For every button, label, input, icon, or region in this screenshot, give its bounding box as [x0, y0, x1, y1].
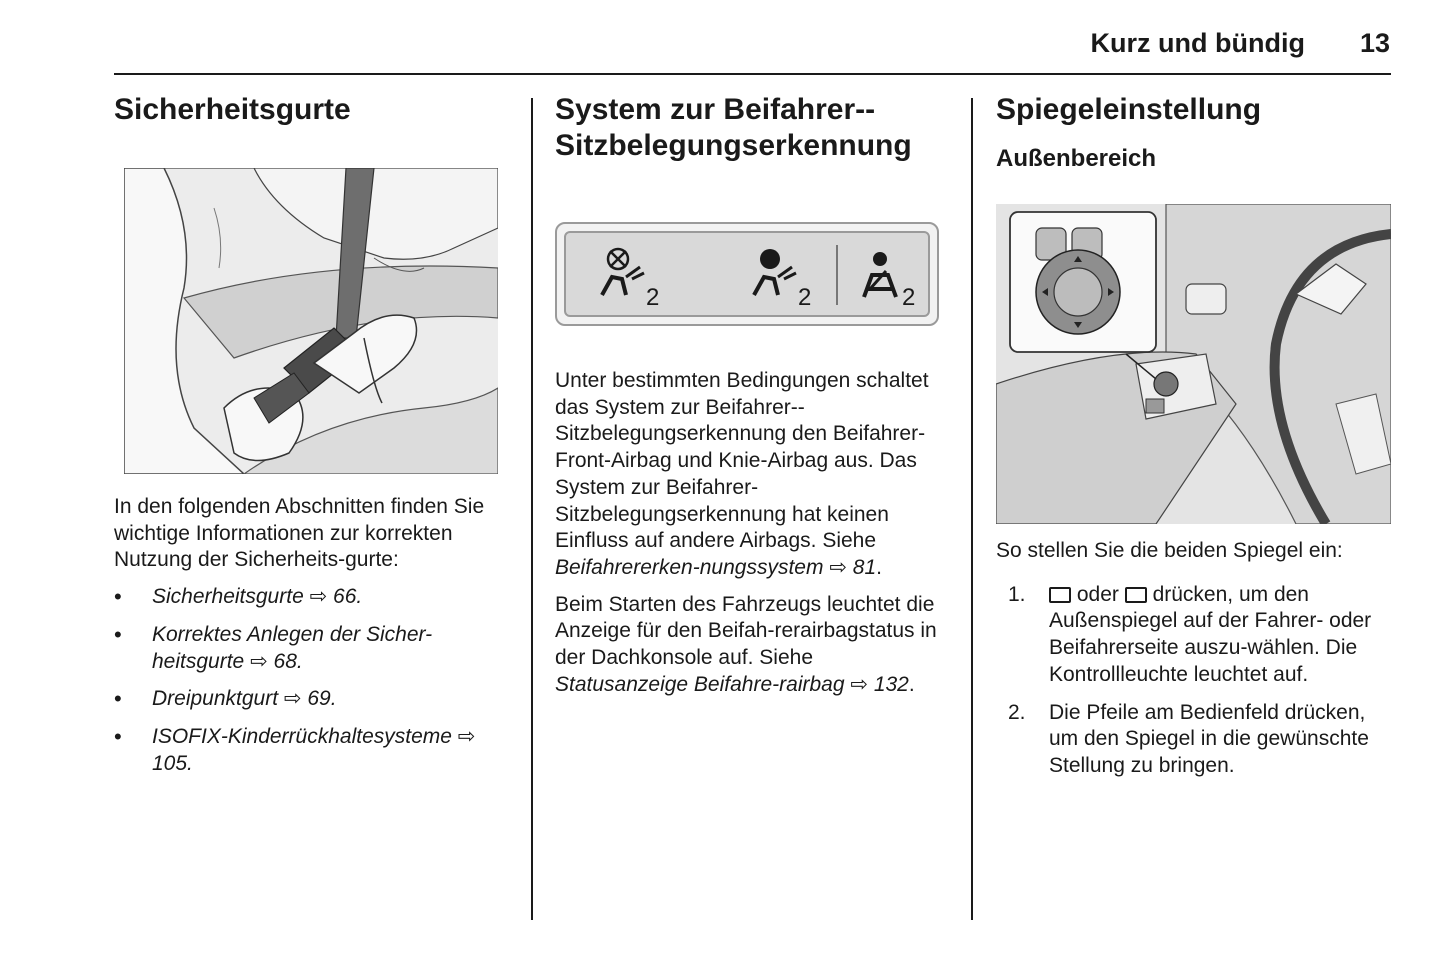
list-item: • Korrektes Anlegen der Sicher-heitsgurte ⇨ 68. [114, 622, 509, 675]
list-item: • Dreipunktgurt ⇨ 69. [114, 686, 509, 713]
airbag-on-seat-number: 2 [798, 284, 812, 309]
ref-arrow-icon: ⇨ [850, 672, 868, 696]
ref-arrow-icon: ⇨ [829, 555, 847, 579]
ref-link-text[interactable]: Korrektes Anlegen der Sicher-heitsgurte [152, 622, 433, 673]
ref-link-text[interactable]: Beifahrererken-nungssystem [555, 555, 824, 579]
seatbelt-seat-number: 2 [902, 284, 916, 309]
step-number: 2. [1008, 700, 1026, 724]
ref-page[interactable]: 105 [152, 751, 188, 775]
mirror-steps [996, 582, 1391, 780]
column-divider-2 [971, 98, 973, 920]
airbag-status-panel [555, 222, 939, 326]
ref-page[interactable]: 66 [333, 585, 357, 609]
list-item [996, 700, 1391, 780]
left-mirror-select-icon [1049, 587, 1071, 603]
list-item: • ISOFIX-Kinderrückhaltesysteme ⇨ 105. [114, 724, 509, 777]
ref-page[interactable]: 68 [273, 649, 297, 673]
panel-divider [836, 245, 838, 305]
ref-arrow-icon: ⇨ [309, 585, 328, 609]
airbag-off-seat-number: 2 [646, 284, 660, 309]
mirror-heading: Spiegeleinstellung [996, 93, 1262, 126]
header-section-title: Kurz und bündig [1090, 28, 1305, 58]
list-item [996, 582, 1391, 689]
ref-link-text[interactable]: Statusanzeige Beifahre-rairbag [555, 672, 845, 696]
airbag-on-icon [748, 245, 818, 309]
mirror-intro: So stellen Sie die beiden Spiegel ein: [996, 539, 1343, 562]
column-seatbelts [114, 92, 509, 788]
ref-page[interactable]: 132 [873, 672, 909, 696]
para2-text: Beim Starten des Fahrzeugs leuchtet die Anzeige für den Beifah-rerairbagstatus in der Dachkonsole auf. Siehe [555, 592, 937, 670]
ref-link-text[interactable]: ISOFIX-Kinderrückhaltesysteme [152, 724, 452, 748]
passenger-detection-para1: Unter bestimmten Bedingungen schaltet das System zur Beifahrer--Sitzbelegungserkennung den Beifahrer-Front-Airbag und Knie-Airbag aus. Das System zur Beifahrer-Sitzbelegungserkennung hat keinen Einfluss auf andere Airbags. Siehe Beifahrererken-nungssystem ⇨ 81. [555, 369, 929, 579]
seatbelt-illustration [124, 168, 498, 474]
column-divider-1 [531, 98, 533, 920]
right-mirror-select-icon [1125, 587, 1147, 603]
column-passenger-detection [555, 92, 950, 698]
passenger-detection-para2: Beim Starten des Fahrzeugs leuchtet die Anzeige für den Beifah-rerairbagstatus in der Dachkonsole auf. Siehe Statusanzeige Beifahre-rairbag ⇨ 132. [555, 592, 937, 696]
ref-page[interactable]: 81 [852, 555, 877, 579]
page-number: 13 [1359, 28, 1390, 58]
header-rule [114, 73, 1391, 75]
column-mirror-adjustment [996, 92, 1391, 791]
mirror-subheading: Außenbereich [996, 145, 1157, 172]
ref-link-text[interactable]: Dreipunktgurt [152, 687, 279, 711]
step-connector: oder [1076, 582, 1119, 606]
seatbelt-reminder-icon [856, 245, 926, 309]
passenger-detection-heading: System zur Beifahrer--Sitzbelegungserkennung [555, 93, 912, 162]
ref-arrow-icon: ⇨ [457, 724, 476, 748]
step-number: 1. [1008, 582, 1026, 606]
step-text: drücken, um den Außenspiegel auf der Fahrer- oder Beifahrerseite auszu-wählen. Die Kontrollleuchte leuchtet auf. [1049, 582, 1372, 686]
ref-page[interactable]: 69 [307, 687, 331, 711]
para1-text: Unter bestimmten Bedingungen schaltet das System zur Beifahrer--Sitzbelegungserkennung den Beifahrer-Front-Airbag und Knie-Airbag aus. Das System zur Beifahrer-Sitzbelegungserkennung hat keinen Einfluss auf andere Airbags. Siehe [555, 369, 929, 553]
list-item: • Sicherheitsgurte ⇨ 66. [114, 584, 509, 611]
airbag-off-icon [596, 245, 666, 309]
seatbelt-heading: Sicherheitsgurte [114, 93, 351, 126]
seatbelt-intro: In den folgenden Abschnitten finden Sie wichtige Informationen zur korrekten Nutzung der Sicherheits-gurte: [114, 495, 485, 572]
step-text: Die Pfeile am Bedienfeld drücken, um den Spiegel in die gewünschte Stellung zu bringen. [1049, 700, 1369, 777]
seatbelt-reference-list [114, 584, 509, 777]
ref-link-text[interactable]: Sicherheitsgurte [152, 585, 304, 609]
ref-arrow-icon: ⇨ [250, 649, 268, 673]
ref-arrow-icon: ⇨ [283, 687, 302, 711]
mirror-control-illustration [996, 204, 1391, 524]
